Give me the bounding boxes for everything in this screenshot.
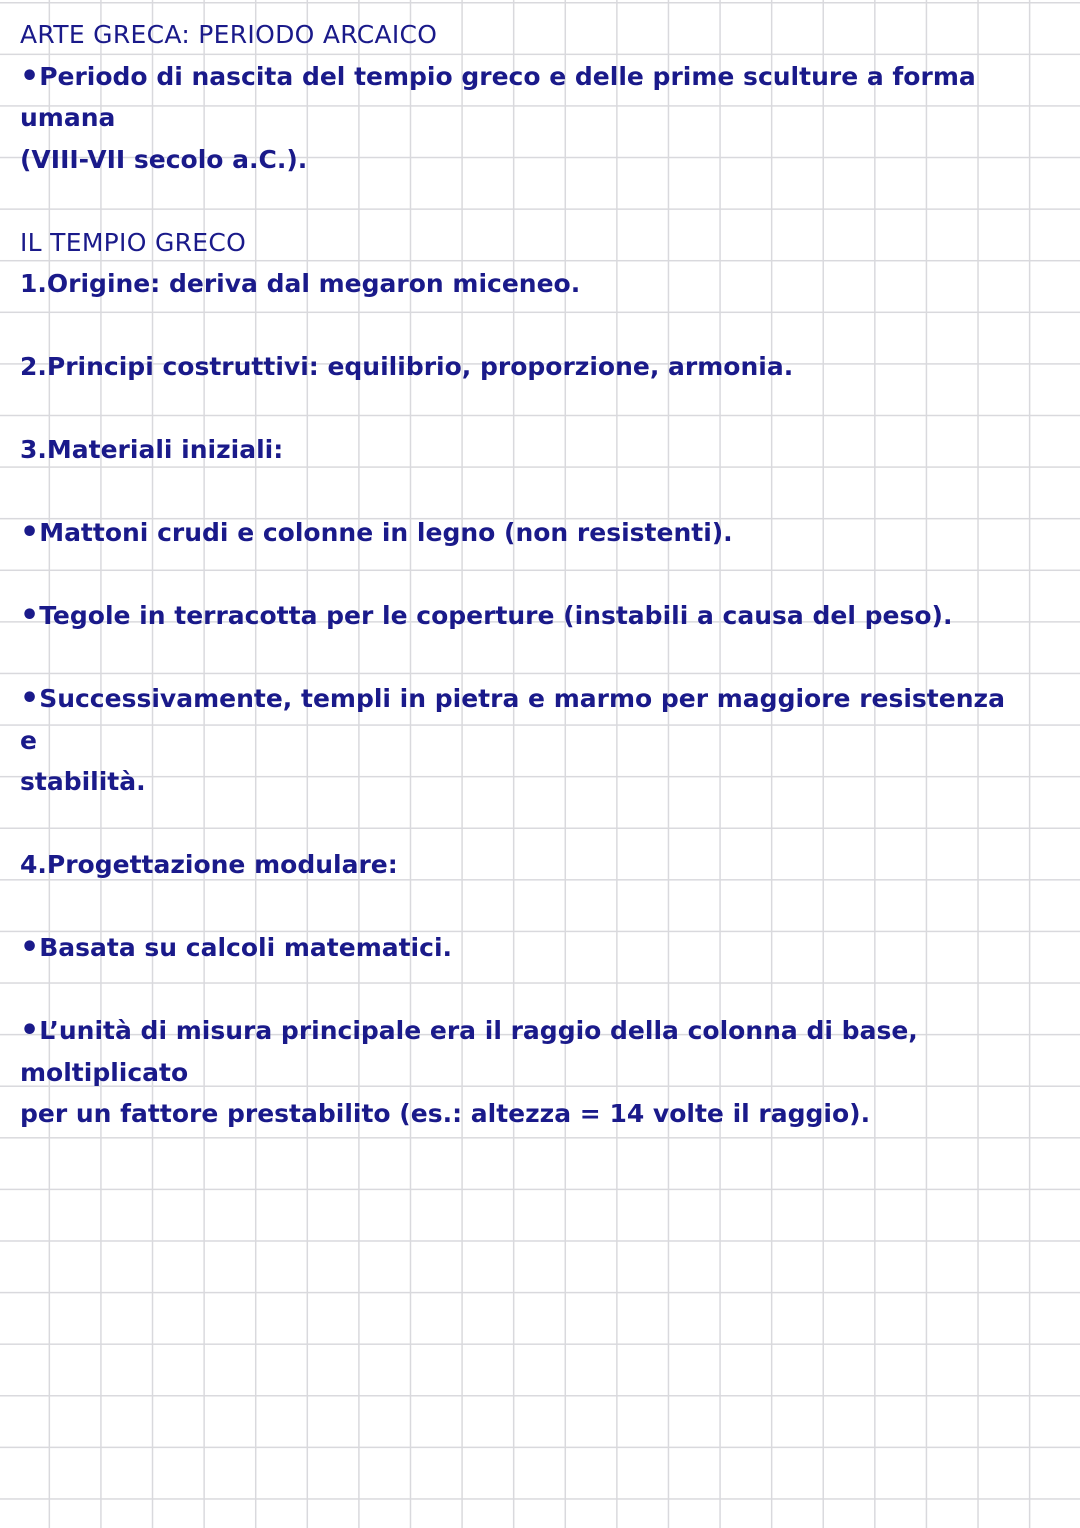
materials-item-1: Mattoni crudi e colonne in legno (non resistenti). [39,518,733,547]
spacer [20,886,1020,928]
spacer [20,969,1020,1011]
intro-text-2: (VIII-VII secolo a.C.). [20,144,308,174]
design-item-1: Basata su calcoli matematici. [39,933,453,962]
intro-bullet-line [20,56,1020,139]
materials-item-3-cont: stabilità. [20,767,146,796]
section-heading: IL TEMPIO GRECO [20,227,247,257]
point-materials: 3.Materiali iniziali: [20,435,284,464]
spacer [20,305,1020,347]
materials-item-2: Tegole in terracotta per le coperture (instabili a causa del peso). [39,601,953,630]
bullet-dot: • [20,1013,40,1048]
list-item [20,1010,1020,1093]
spacer [20,180,1020,222]
bullet-dot: • [20,598,40,633]
spacer [20,471,1020,513]
bullet-dot: • [20,58,40,94]
design-item-2-cont: per un fattore prestabilito (es.: altezza = 14 volte il raggio). [20,1099,871,1128]
list-item [20,927,1020,969]
spacer [20,554,1020,596]
point-design: 4.Progettazione modulare: [20,850,398,879]
point-origin: 1.Origine: deriva dal megaron miceneo. [20,269,581,298]
list-item [20,595,1020,637]
point-principles: 2.Principi costruttivi: equilibrio, proporzione, armonia. [20,352,794,381]
bullet-dot: • [20,930,40,965]
list-item [20,512,1020,554]
spacer [20,388,1020,430]
list-item [20,678,1020,761]
spacer [20,637,1020,679]
spacer [20,803,1020,845]
design-item-2: L’unità di misura principale era il raggio della colonna di base, moltiplicato [20,1016,927,1087]
bullet-dot: • [20,515,40,550]
materials-item-3: Successivamente, templi in pietra e marmo per maggiore resistenza e [20,684,1014,755]
notes-body [20,14,1020,1135]
page-title: ARTE GRECA: PERIODO ARCAICO [20,20,438,49]
intro-text-1: Periodo di nascita del tempio greco e delle prime sculture a forma umana [20,61,985,132]
bullet-dot: • [20,681,40,716]
